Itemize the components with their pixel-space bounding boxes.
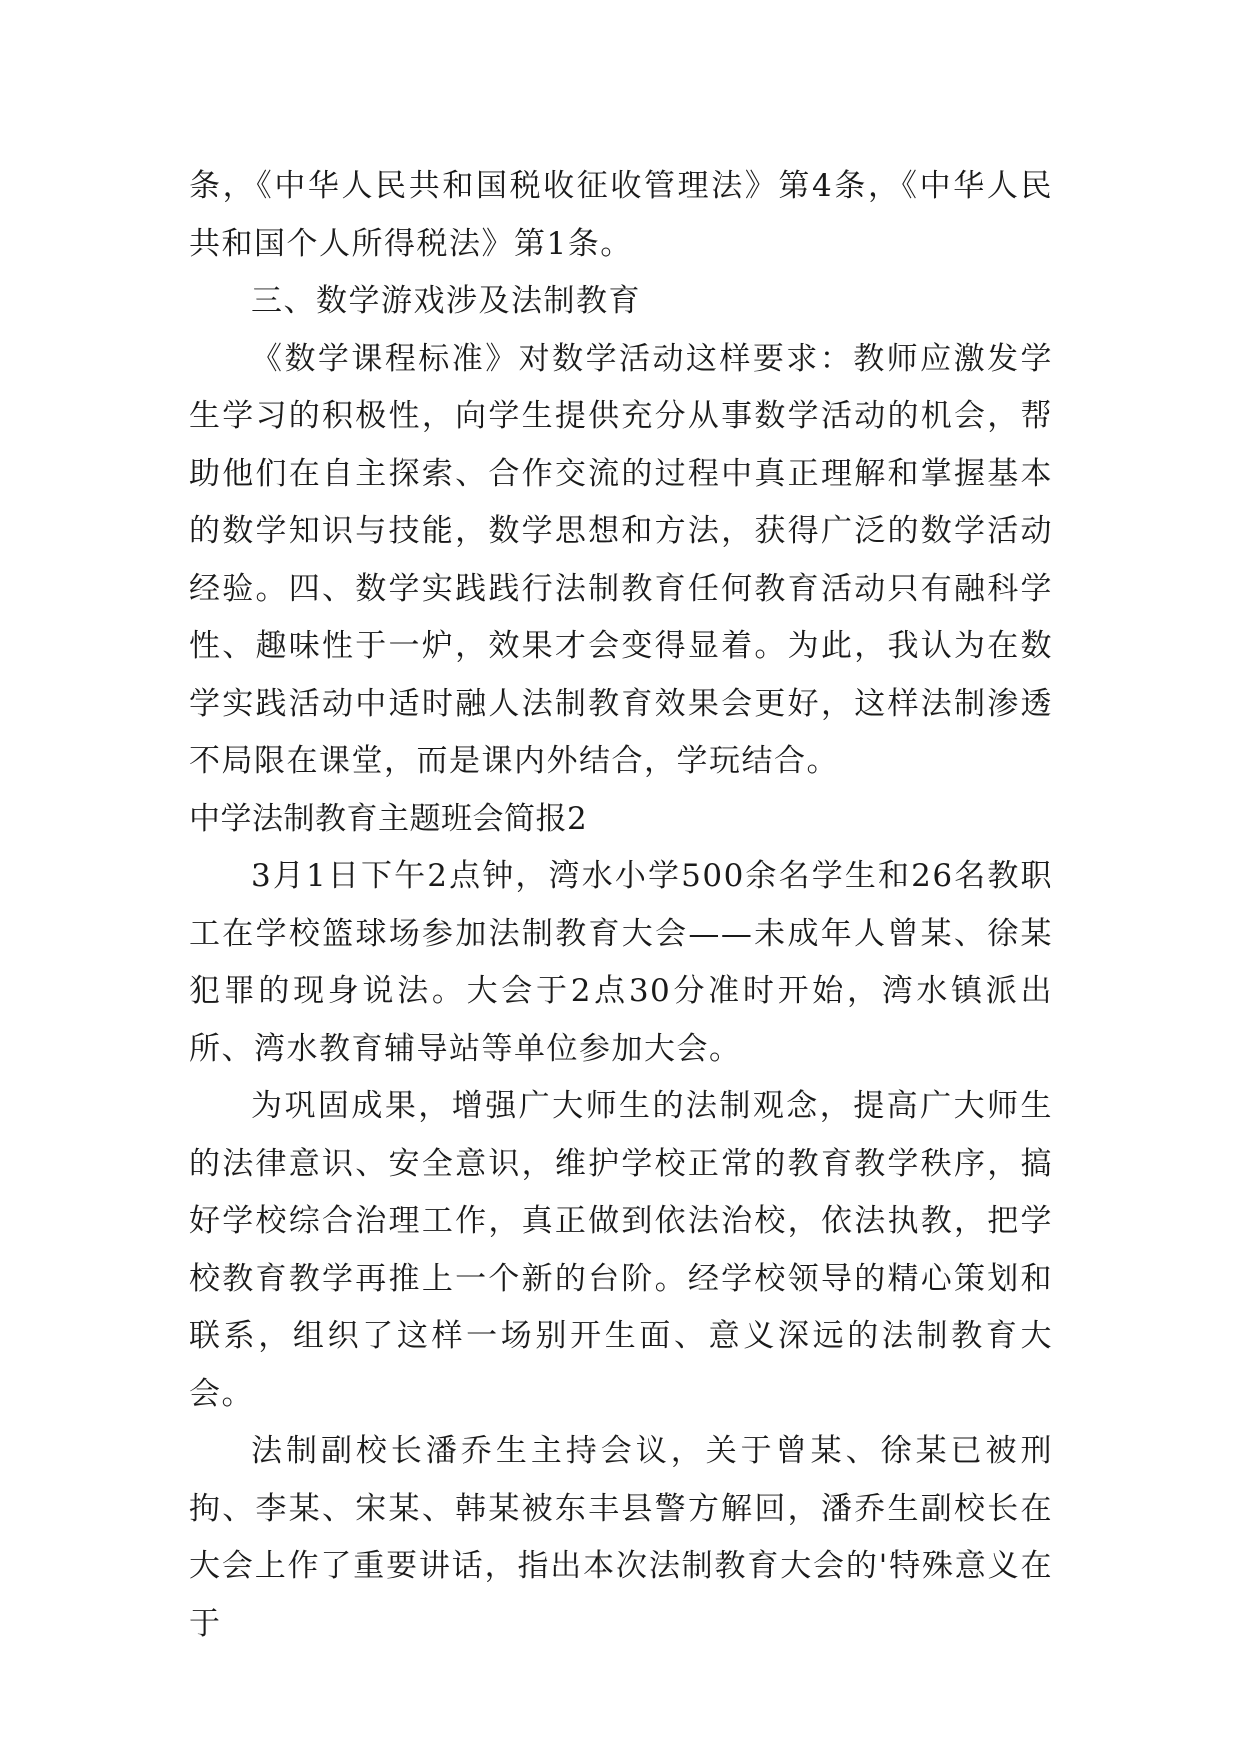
paragraph-vice-principal-speech: 法制副校长潘乔生主持会议，关于曾某、徐某已被刑拘、李某、宋某、韩某被东丰县警方解回，潘乔生副校长在大会上作了重要讲话，指出本次法制教育大会的'特殊意义在于 <box>189 1433 1053 1642</box>
paragraph-assembly-event: 3月1日下午2点钟，湾水小学500余名学生和26名教职工在学校篮球场参加法制教育大会——未成年人曾某、徐某犯罪的现身说法。大会于2点30分准时开始，湾水镇派出所、湾水教育辅导站等单位参加大会。 <box>189 858 1053 1067</box>
section-heading-math-games: 三、数学游戏涉及法制教育 <box>251 283 641 319</box>
paragraph-assembly-purpose: 为巩固成果，增强广大师生的法制观念，提高广大师生的法律意识、安全意识，维护学校正常的教育教学秩序，搞好学校综合治理工作，真正做到依法治校，依法执教，把学校教育教学再推上一个新的台阶。经学校领导的精心策划和联系，组织了这样一场别开生面、意义深远的法制教育大会。 <box>189 1088 1053 1412</box>
document-body <box>189 158 1053 1653</box>
paragraph-math-curriculum: 《数学课程标准》对数学活动这样要求：教师应激发学生学习的积极性，向学生提供充分从事数学活动的机会，帮助他们在自主探索、合作交流的过程中真正理解和掌握基本的数学知识与技能，数学思想和方法，获得广泛的数学活动经验。四、数学实践践行法制教育任何教育活动只有融科学性、趣味性于一炉，效果才会变得显着。为此，我认为在数学实践活动中适时融人法制教育效果会更好，这样法制渗透不局限在课堂，而是课内外结合，学玩结合。 <box>189 340 1053 779</box>
paragraph-tax-law-citation: 条，《中华人民共和国税收征收管理法》第4条，《中华人民共和国个人所得税法》第1条。 <box>189 168 1053 262</box>
report-title-2: 中学法制教育主题班会简报2 <box>189 800 588 837</box>
